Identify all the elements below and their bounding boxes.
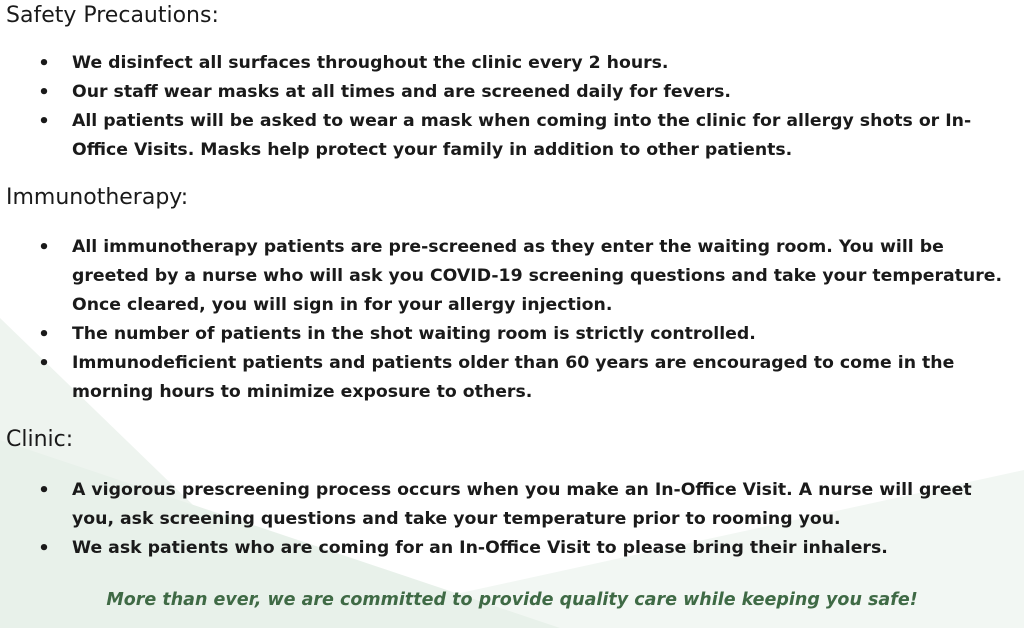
list-item-text: All patients will be asked to wear a mask when coming into the clinic for allergy shots or In-Office Visits. Masks help protect your family in addition to other patients. [72,111,972,160]
bullet-icon: • [38,111,50,132]
list-item-text: We disinfect all surfaces throughout the clinic every 2 hours. [72,53,669,73]
list-item-text: Our staff wear masks at all times and are screened daily for fevers. [72,82,731,102]
list-item-text: Immunodeficient patients and patients older than 60 years are encouraged to come in the morning hours to minimize exposure to others. [72,353,955,402]
closing-statement: More than ever, we are committed to provide quality care while keeping you safe! [106,590,918,610]
section-title-clinic: Clinic: [6,427,74,452]
list-item [38,476,1018,534]
list-item [38,320,1018,349]
list-item [38,534,1018,563]
list-item [38,49,1018,78]
bullet-icon: • [38,82,50,103]
list-item [38,349,1018,407]
immunotherapy-list [38,233,1018,407]
section-title-immunotherapy: Immunotherapy: [6,185,189,210]
section-title-safety: Safety Precautions: [6,3,219,28]
list-item-text: A vigorous prescreening process occurs when you make an In-Office Visit. A nurse will greet you, ask screening questions and take your temperature prior to rooming you. [72,480,972,529]
safety-list [38,49,1018,165]
list-item [38,233,1018,320]
list-item-text: We ask patients who are coming for an In-Office Visit to please bring their inhalers. [72,538,888,558]
bullet-icon: • [38,53,50,74]
bullet-icon: • [38,353,50,374]
bullet-icon: • [38,237,50,258]
bullet-icon: • [38,538,50,559]
list-item [38,78,1018,107]
list-item [38,107,1018,165]
list-item-text: The number of patients in the shot waiting room is strictly controlled. [72,324,756,344]
bullet-icon: • [38,480,50,501]
list-item-text: All immunotherapy patients are pre-screened as they enter the waiting room. You will be greeted by a nurse who will ask you COVID-19 screening questions and take your temperature. Once cleared, you will sign in for your allergy injection. [72,237,1003,315]
clinic-list [38,476,1018,563]
bullet-icon: • [38,324,50,345]
